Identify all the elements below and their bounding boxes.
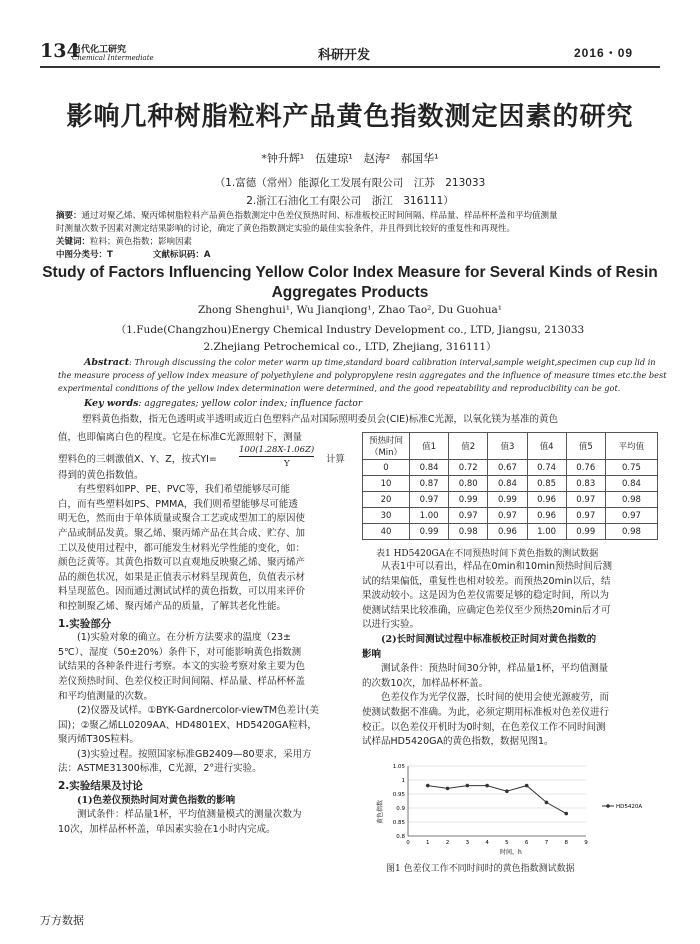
table-cell: 0 xyxy=(363,460,410,476)
data-table xyxy=(362,432,658,540)
affiliation-en-1: （1.Fude(Changzhou)Energy Chemical Industry Development co., LTD, Jiangsu, 213033 xyxy=(115,324,585,336)
table-cell: 1.00 xyxy=(527,524,566,540)
left-para6 xyxy=(58,808,354,837)
table-cell: 0.72 xyxy=(449,460,488,476)
page-number: 134 xyxy=(40,40,80,62)
data-point xyxy=(505,789,509,793)
data-point xyxy=(525,784,529,788)
section-name: 科研开发 xyxy=(318,48,371,63)
text-line: 白，而有些塑料如PS、PMMA，我们则希望能够尽可能透 xyxy=(58,498,298,510)
affiliation-cn-1: （1.富德（常州）能源化工发展有限公司 江苏 213033 xyxy=(214,177,486,189)
table-cell: 0.74 xyxy=(527,460,566,476)
table-cell: 0.99 xyxy=(566,524,605,540)
text-line: 使测试结果比较准确，应确定色差仪至少预热20min后才可 xyxy=(362,604,611,616)
left-para3 xyxy=(58,631,354,704)
subsection-heading-2-2: (2)长时间测试过程中标准板校正时间对黄色指数的 xyxy=(381,633,597,645)
chart-grid xyxy=(408,766,586,836)
table-cell: 0.97 xyxy=(488,508,527,524)
table-cell: 0.96 xyxy=(527,492,566,508)
classification-line xyxy=(56,249,666,262)
left-para4 xyxy=(58,704,354,748)
title-en-line1: Study of Factors Influencing Yellow Color Index Measure for Several Kinds of Resin xyxy=(42,264,658,281)
table-cell: 0.98 xyxy=(605,524,657,540)
left-para5 xyxy=(58,748,354,777)
abstract-cn-line1: 通过对聚乙烯、聚丙烯树脂粒料产品黄色指数测定中色差仪预热时间、标准板校正时间间隔、样品量、样品杯杯盖和平均值测量 xyxy=(81,211,558,221)
left-line1: 值，也即偏离白色的程度。它是在标准C光源照射下，测量 xyxy=(58,432,303,443)
data-point xyxy=(466,784,470,788)
table-row xyxy=(363,476,658,492)
table-cell: 0.67 xyxy=(488,460,527,476)
table-cell: 0.97 xyxy=(566,508,605,524)
table-cell: 0.76 xyxy=(566,460,605,476)
chart-legend xyxy=(602,804,642,810)
authors-en: Zhong Shenghui¹, Wu Jianqiong¹, Zhao Tao², Du Guohua¹ xyxy=(197,304,503,316)
clc-value: T xyxy=(107,250,113,260)
data-point xyxy=(485,784,489,788)
chart-y-label: 黄色指数 xyxy=(377,799,384,824)
text-line: 颜色泛黄等。其黄色指数可以直观地反映聚乙烯、聚丙烯产 xyxy=(58,557,306,569)
text-line: (1)实验对象的确立。在分析方法要求的温度（23± xyxy=(77,632,292,644)
table-row xyxy=(363,492,658,508)
text-line: 5℃）、湿度（50±20%）条件下，对可能影响黄色指数测 xyxy=(58,646,302,658)
abstract-cn-label: 摘要： xyxy=(56,211,82,221)
title-cn: 影响几种树脂粒料产品黄色指数测定因素的研究 xyxy=(66,102,634,132)
abstract-en-line2: the measure process of yellow index measure of polyethylene and polypropylene resin aggregates and the influence of measure times etc.the best xyxy=(58,370,667,380)
yellow-index-chart xyxy=(370,760,660,856)
text-line: 的次数10次，加样品杯杯盖。 xyxy=(362,677,489,689)
affiliation-cn-2: 2.浙江石油化工有限公司 浙江 316111） xyxy=(246,195,454,207)
table-cell: 0.97 xyxy=(449,508,488,524)
table-header-cell: 值1 xyxy=(410,433,449,460)
abstract-en-line3: experimental conditions of the yellow index determination were determined, and the good repeatability and reproducibility can be got. xyxy=(58,383,621,393)
keywords-cn-label: 关键词： xyxy=(56,237,91,247)
subsection-heading-2-1: (1)色差仪预热时间对黄色指数的影响 xyxy=(77,794,236,806)
journal-name-en: Chemical Intermediate xyxy=(72,54,154,62)
table-cell: 10 xyxy=(363,476,410,492)
text-line: 测试条件：样品量1杯，平均值测量模式的测量次数为 xyxy=(77,809,302,821)
text-line: 明无色，然而由于单体质量或聚合工艺或成型加工的原因使 xyxy=(58,513,306,525)
y-tick-label: 0.8 xyxy=(396,834,405,840)
abstract-cn-line2: 时测量次数予因素对测定结果影响的讨论，确定了黄色指数测定实验的最佳实验条件，并且得到比较好的重复性和再现性。 xyxy=(56,224,516,234)
text-line: 10次，加样品杯杯盖，单因素实验在1小时内完成。 xyxy=(58,823,276,835)
text-line: 以进行实验。 xyxy=(362,619,420,631)
text-line: (2)仪器及试样。①BYK-Gardnercolor-viewTM色差计(美 xyxy=(77,705,319,717)
table-cell: 0.87 xyxy=(410,476,449,492)
right-para1 xyxy=(362,560,660,633)
abstract-en-label: Abstract xyxy=(84,357,130,368)
left-para2 xyxy=(58,483,354,614)
keywords-cn: 粒料；黄色指数；影响因素 xyxy=(90,237,193,247)
footer-text: 万方数据 xyxy=(40,914,84,927)
table-cell: 0.97 xyxy=(605,508,657,524)
table-cell: 0.96 xyxy=(527,508,566,524)
x-tick-label: 4 xyxy=(485,840,489,846)
table-cell: 0.84 xyxy=(605,476,657,492)
issue-number: 2016・09 xyxy=(574,46,634,60)
y-tick-label: 0.95 xyxy=(392,792,405,798)
abstract-cn xyxy=(56,210,666,262)
title-en-line2: Aggregates Products xyxy=(271,284,429,301)
keywords-en: : aggregates; yellow color index; influence factor xyxy=(138,399,363,409)
data-point xyxy=(545,801,549,805)
data-point xyxy=(446,787,450,791)
y-tick-label: 0.9 xyxy=(396,806,405,812)
left-line3: 得到的黄色指数值。 xyxy=(58,469,144,481)
text-line: 有些塑料如PP、PE、PVC等，我们希望能够尽可能 xyxy=(77,484,291,496)
text-line: 差仪预热时间、色差仪校正时间间隔、样品量、样品杯杯盖 xyxy=(58,675,306,687)
abstract-en xyxy=(58,356,670,395)
right-para2 xyxy=(362,662,660,691)
journal-name-cn: 当代化工研究 xyxy=(72,45,127,55)
formula-tail: 计算 xyxy=(326,453,346,465)
y-tick-label: 1 xyxy=(401,778,405,784)
text-line: 和平均值测量的次数。 xyxy=(58,690,154,702)
x-tick-label: 0 xyxy=(406,840,410,846)
subsection-heading-2-2-cont: 影响 xyxy=(362,648,382,660)
y-tick-label: 1.05 xyxy=(392,764,405,770)
table-cell: 0.98 xyxy=(449,524,488,540)
formula-line xyxy=(58,444,354,469)
table-cell: 0.83 xyxy=(566,476,605,492)
x-tick-label: 6 xyxy=(524,840,529,846)
clc-label: 中图分类号： xyxy=(56,250,108,260)
text-line: 校正。以色差仪开机时为0时刻，在色差仪工作不同时间测 xyxy=(362,721,606,733)
keywords-en-line xyxy=(84,398,362,409)
figure-caption: 图1 色差仪工作不同时间时的黄色指数测试数据 xyxy=(386,864,575,874)
doc-code-value: A xyxy=(203,250,211,260)
chart-x-label: 时间，h xyxy=(500,849,522,856)
legend-label: HD5420A xyxy=(616,804,643,810)
table-header-cell: 值2 xyxy=(449,433,488,460)
abstract-en-line1: : Through discussing the color meter warm up time,standard board calibration interval,sample weight,specimen cup cup lid in xyxy=(129,357,656,367)
table-cell: 0.80 xyxy=(449,476,488,492)
keywords-en-label: Key words xyxy=(84,398,139,409)
x-tick-label: 2 xyxy=(445,840,450,846)
right-column xyxy=(362,560,660,750)
text-line: (3)实验过程。按照国家标准GB2409—80要求，采用方 xyxy=(77,748,312,760)
table-row xyxy=(363,524,658,540)
table-cell: 0.75 xyxy=(605,460,657,476)
formula-denominator: Y xyxy=(284,458,290,469)
affiliation-en-2: 2.Zhejiang Petrochemical co., LTD, Zhejiang, 316111） xyxy=(203,341,497,353)
table-cell: 0.99 xyxy=(410,524,449,540)
table-cell: 30 xyxy=(363,508,410,524)
chart-ticks xyxy=(393,764,589,846)
x-tick-label: 3 xyxy=(465,840,470,846)
table-header-cell: 值4 xyxy=(527,433,566,460)
x-tick-label: 9 xyxy=(584,840,588,846)
formula-lead: 塑料色的三刺激值X、Y、Z，按式YI= xyxy=(58,453,217,465)
table-caption: 表1 HD5420GA在不同预热时间下黄色指数的测试数据 xyxy=(376,549,599,559)
table-cell: 0.97 xyxy=(566,492,605,508)
text-line: 果波动较小。这是因为色差仪需要足够的稳定时间，所以为 xyxy=(362,590,610,602)
table-cell: 0.96 xyxy=(488,524,527,540)
table-header-cell: 值5 xyxy=(566,433,605,460)
text-line: 工以及使用过程中，都可能发生材料光学性能的变化，如： xyxy=(58,542,306,554)
table-cell: 20 xyxy=(363,492,410,508)
table-cell: 0.85 xyxy=(527,476,566,492)
text-line: 品的颜色状况，如果是正值表示材料呈现黄色，负值表示材 xyxy=(58,571,306,583)
header-rule xyxy=(40,66,660,68)
x-tick-label: 5 xyxy=(505,840,509,846)
table-header-row xyxy=(363,433,658,460)
left-column xyxy=(58,431,354,837)
chart-series xyxy=(426,784,568,816)
text-line: 和控制聚乙烯、聚丙烯产品的质量，了解其老化性能。 xyxy=(58,600,287,612)
table-row xyxy=(363,508,658,524)
text-line: 国)；②聚乙烯LL0209AA、HD4801EX、HD5420GA粒料， xyxy=(58,719,317,731)
text-line: 从表1中可以看出，样品在0min和10min预热时间后测 xyxy=(381,561,613,572)
table-row xyxy=(363,460,658,476)
text-line: 试的结果偏低，重复性也相对较差。而预热20min以后，结 xyxy=(362,575,611,587)
x-tick-label: 7 xyxy=(544,840,549,846)
legend-marker xyxy=(606,804,610,808)
table-cell: 0.98 xyxy=(605,492,657,508)
x-tick-label: 8 xyxy=(564,840,568,846)
text-line: 料呈现蓝色。因而通过测试试样的黄色指数，可以用来评价 xyxy=(58,586,306,598)
text-line: 试样品HD5420GA的黄色指数，数据见图1。 xyxy=(362,736,554,748)
text-line: 使测试数据不准确。为此，必须定期用标准板对色差仪进行 xyxy=(362,706,610,718)
table-header-cell: 平均值 xyxy=(605,433,657,460)
table-header-cell: 值3 xyxy=(488,433,527,460)
doc-code-label: 文献标识码： xyxy=(152,250,204,260)
intro-line: 塑料黄色指数，指无色透明或半透明或近白色塑料产品对国际照明委员会(CIE)标准C光源，以氧化镁为基准的黄色 xyxy=(82,414,558,425)
table-cell: 1.00 xyxy=(410,508,449,524)
text-line: 聚丙烯T30S粒料。 xyxy=(58,734,139,746)
text-line: 产品或制品发黄。聚乙烯、聚丙烯产品在其合成、贮存、加 xyxy=(58,527,306,539)
y-tick-label: 0.85 xyxy=(392,820,405,826)
formula-numerator: 100(1.28X-1.06Z) xyxy=(239,444,315,455)
section-heading-2: 2.实验结果及讨论 xyxy=(58,780,143,793)
right-para3 xyxy=(362,691,660,749)
section-heading-1: 1.实验部分 xyxy=(58,617,112,630)
table-cell: 0.97 xyxy=(410,492,449,508)
text-line: 试结果的各种条件进行考察。本文的实验考察对象主要为色 xyxy=(58,661,306,673)
table-header-cell: 预热时间（Min） xyxy=(363,433,410,460)
table-cell: 0.84 xyxy=(488,476,527,492)
table-cell: 40 xyxy=(363,524,410,540)
table-cell: 0.99 xyxy=(488,492,527,508)
table-cell: 0.99 xyxy=(449,492,488,508)
table-cell: 0.84 xyxy=(410,460,449,476)
text-line: 测试条件：预热时间30分钟，样品量1杯，平均值测量 xyxy=(381,663,609,675)
text-line: 法：ASTME31300标准，C光源，2°进行实验。 xyxy=(58,763,262,775)
data-point xyxy=(426,784,430,788)
x-tick-label: 1 xyxy=(426,840,430,846)
text-line: 色差仪作为光学仪器，长时间的使用会使光源疲劳，而 xyxy=(381,692,610,704)
authors-cn: *钟升辉¹ 伍建琼¹ 赵涛² 郝国华¹ xyxy=(261,152,439,165)
data-point xyxy=(564,812,568,816)
chart-axes xyxy=(408,766,586,836)
